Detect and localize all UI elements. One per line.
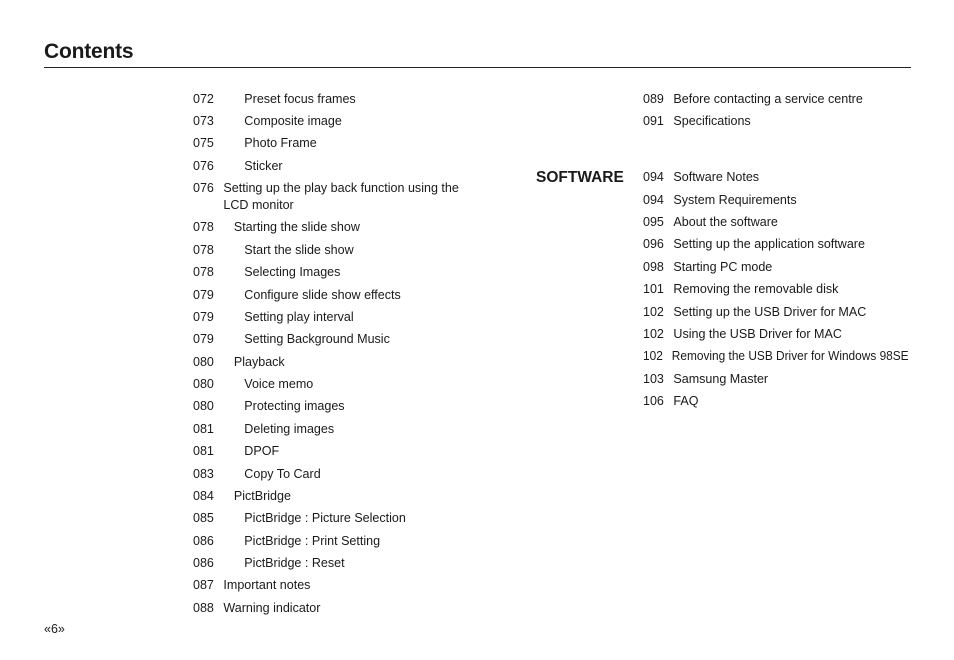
toc-page-number: 098	[643, 259, 664, 274]
software-section-label: SOFTWARE	[536, 169, 624, 186]
toc-entry-label: PictBridge : Picture Selection	[244, 510, 406, 525]
toc-entry-label: Software Notes	[673, 169, 760, 184]
toc-entry-label: Start the slide show	[244, 242, 354, 257]
toc-entry-label: Setting play interval	[244, 309, 354, 324]
toc-page-number: 101	[643, 281, 664, 296]
toc-page-number: 076	[193, 180, 214, 195]
toc-entry-label: Setting up the application software	[673, 236, 865, 251]
toc-entry-label: Starting PC mode	[673, 259, 773, 274]
toc-page-number: 088	[193, 600, 214, 615]
toc-entry-label: PictBridge : Reset	[244, 555, 345, 570]
toc-page-number: 086	[193, 555, 214, 570]
toc-page-number: 080	[193, 354, 214, 369]
toc-page-number: 102	[643, 326, 664, 341]
toc-entry-label: Configure slide show effects	[244, 287, 401, 302]
toc-entry-label: Copy To Card	[244, 466, 321, 481]
toc-entry-label: Using the USB Driver for MAC	[673, 326, 842, 341]
toc-page-number: 078	[193, 219, 214, 234]
toc-page-number: 083	[193, 466, 214, 481]
toc-page-number: 081	[193, 421, 214, 436]
toc-entry-label: DPOF	[244, 443, 280, 458]
toc-entry-label: Composite image	[244, 113, 342, 128]
toc-entry-label: Playback	[233, 354, 285, 369]
toc-page-number: 102	[643, 304, 664, 319]
toc-page-number: 091	[643, 113, 664, 128]
toc-page-number: 080	[193, 376, 214, 391]
toc-page-number: 089	[643, 91, 664, 106]
toc-page-number: 073	[193, 113, 214, 128]
toc-entry-label: Starting the slide show	[233, 219, 360, 234]
toc-entry-label: Setting Background Music	[244, 331, 390, 346]
toc-entry-label: Before contacting a service centre	[673, 91, 863, 106]
toc-entry-label: Selecting Images	[244, 264, 341, 279]
toc-entry-label: Setting up the USB Driver for MAC	[673, 304, 867, 319]
toc-page-number: 087	[193, 577, 214, 592]
toc-entry-label: Deleting images	[244, 421, 335, 436]
toc-entry-label: Important notes	[223, 577, 311, 592]
toc-entry-label: Removing the removable disk	[673, 281, 839, 296]
title-divider	[44, 67, 911, 68]
page-number: «6»	[44, 622, 65, 636]
toc-page-number: 094	[643, 192, 664, 207]
toc-entry-label: Voice memo	[244, 376, 314, 391]
toc-page-number: 084	[193, 488, 214, 503]
toc-page-number: 081	[193, 443, 214, 458]
toc-page-number: 079	[193, 309, 214, 324]
toc-page-number: 075	[193, 135, 214, 150]
toc-entry-label: Sticker	[244, 158, 283, 173]
toc-entry-label-continued: LCD monitor	[223, 197, 294, 212]
toc-entry-label: Photo Frame	[244, 135, 317, 150]
toc-page-number: 080	[193, 398, 214, 413]
toc-entry-label: Protecting images	[244, 398, 345, 413]
toc-page-number: 085	[193, 510, 214, 525]
toc-page-number: 079	[193, 287, 214, 302]
toc-page-number: 078	[193, 242, 214, 257]
toc-page-number: 095	[643, 214, 664, 229]
toc-page-number: 106	[643, 393, 664, 408]
toc-page-number: 096	[643, 236, 664, 251]
toc-entry-label: Warning indicator	[223, 600, 321, 615]
toc-page-number: 103	[643, 371, 664, 386]
toc-entry-label: PictBridge	[233, 488, 291, 503]
toc-entry-label: About the software	[673, 214, 778, 229]
toc-page-number: 086	[193, 533, 214, 548]
toc-entry-label: Specifications	[673, 113, 751, 128]
toc-entry-label: Preset focus frames	[244, 91, 356, 106]
toc-page-number: 094	[643, 169, 664, 184]
toc-entry-label: Removing the USB Driver for Windows 98SE	[671, 348, 909, 363]
toc-page-number: 079	[193, 331, 214, 346]
toc-page-number: 072	[193, 91, 214, 106]
toc-page-number: 076	[193, 158, 214, 173]
toc-entry-label: PictBridge : Print Setting	[244, 533, 381, 548]
page-title: Contents	[44, 40, 134, 63]
toc-page-number: 078	[193, 264, 214, 279]
toc-entry-label: Samsung Master	[673, 371, 769, 386]
toc-page-number: 102	[643, 348, 663, 363]
toc-entry-label: Setting up the play back function using the	[223, 180, 459, 195]
toc-entry-label: FAQ	[673, 393, 699, 408]
toc-entry-label: System Requirements	[673, 192, 797, 207]
